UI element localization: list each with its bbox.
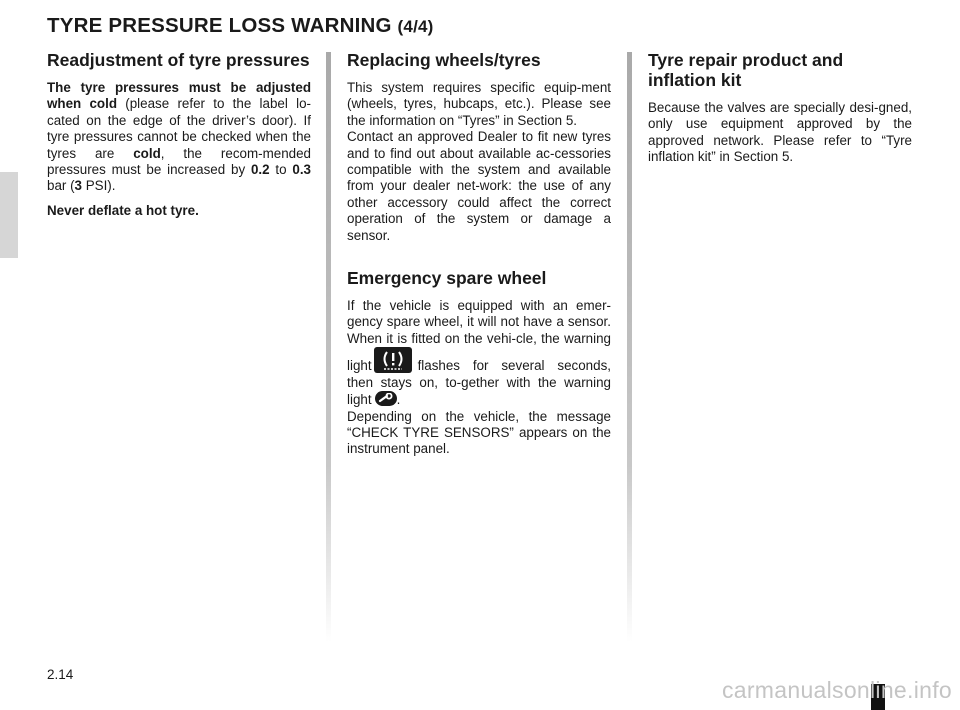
wrench-warning-icon bbox=[375, 391, 397, 406]
heading-tyre-repair-kit: Tyre repair product and inflation kit bbox=[648, 50, 844, 90]
column-replacing-wheels bbox=[347, 50, 611, 458]
column-tyre-repair bbox=[648, 50, 912, 174]
paragraph-never-deflate: Never deflate a hot tyre. bbox=[47, 202, 199, 218]
heading-replacing-wheels: Replacing wheels/tyres bbox=[347, 50, 541, 70]
tyre-pressure-warning-icon bbox=[374, 347, 412, 373]
section-tab-marker bbox=[0, 172, 18, 258]
heading-emergency-spare-wheel: Emergency spare wheel bbox=[347, 268, 547, 289]
paragraph-spare-wheel: If the vehicle is equipped with an emer-gency spare wheel, it will not have a sensor. When it is fitted on the vehi-cle, the warning light flashes for several seconds, then stays on, to-gether with the warning light . Depending on the vehicle, the message “CHECK TYRE SENSORS” appears on the instrument panel. bbox=[347, 298, 611, 457]
page-title bbox=[47, 14, 434, 38]
paragraph-specific-equipment: This system requires specific equip-ment (wheels, tyres, hubcaps, etc.). Please see the information on “Tyres” in Section 5. Contact an approved Dealer to fit new tyres and to find out about available ac-cessories compatible with the system and available from your dealer net-work: the use of any other accessory could affect the correct operation of the system or damage a sensor. bbox=[347, 80, 611, 243]
paragraph-readjustment: The tyre pressures must be adjusted when cold (please refer to the label lo-cated on the edge of the driver’s door). If tyre pressures cannot be checked when the tyres are cold, the recom-mended pressures must be increased by 0.2 to 0.3 bar (3 PSI). bbox=[47, 80, 312, 194]
heading-readjustment: Readjustment of tyre pressures bbox=[47, 50, 310, 70]
column-divider bbox=[326, 52, 331, 642]
page-number: 2.14 bbox=[47, 667, 74, 682]
page-title-part: (4/4) bbox=[397, 17, 434, 36]
watermark: carmanualsonline.info bbox=[721, 677, 952, 703]
column-divider bbox=[627, 52, 632, 642]
page-title-text: TYRE PRESSURE LOSS WARNING bbox=[47, 14, 392, 37]
column-readjustment bbox=[47, 50, 311, 227]
paragraph-tyre-repair: Because the valves are specially desi-gned, only use equipment approved by the approved network. Please refer to “Tyre inflation kit” in Section 5. bbox=[648, 100, 912, 165]
